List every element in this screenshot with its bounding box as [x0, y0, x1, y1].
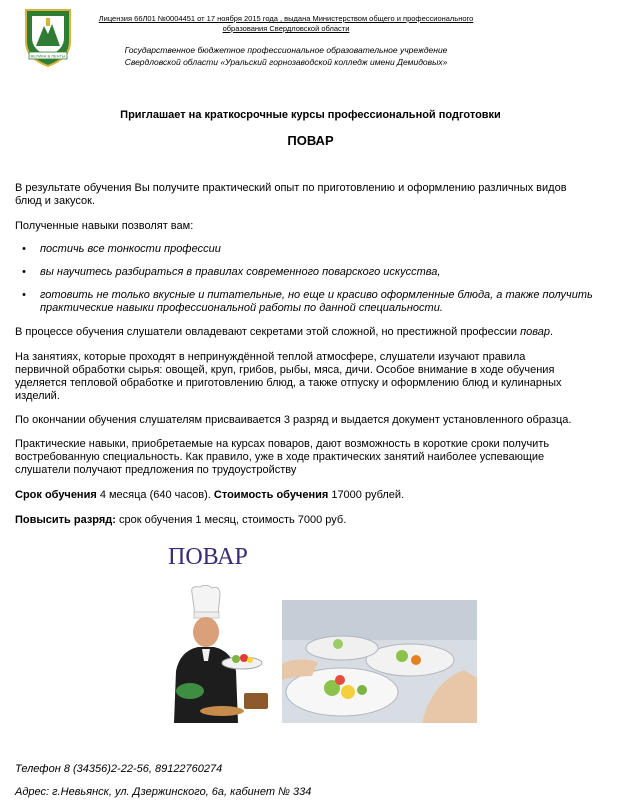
- college-logo: [22, 8, 74, 68]
- org-line-2: Свердловской области «Уральский горнозаводской колледж имени Демидовых»: [124, 57, 448, 67]
- bullet-text: вы научитесь разбираться в правилах современного поварского искусства,: [40, 266, 441, 278]
- intro-paragraph: [15, 182, 611, 208]
- secrets-text: В процессе обучения слушатели овладевают секретами этой сложной, но престижной профессии: [15, 326, 521, 338]
- duration-value: 4 месяца (640 часов).: [96, 489, 214, 501]
- secrets-paragraph: [15, 326, 611, 339]
- org-line-1: Государственное бюджетное профессиональное образовательное учреждение: [124, 45, 448, 55]
- bullet-item: [22, 289, 612, 315]
- practical-paragraph: [15, 438, 611, 477]
- poster-title: ПОВАР: [168, 544, 248, 570]
- bullet-text: готовить не только вкусные и питательные, но еще и красиво оформленные блюда, а также получить: [40, 289, 593, 301]
- bullet-text: постичь все тонкости профессии: [40, 243, 221, 255]
- bullet-text-continued: практические навыки профессиональной работы по данной специальности.: [40, 302, 443, 314]
- contact-phone: Телефон 8 (34356)2-22-56, 89122760274: [15, 763, 223, 775]
- course-title: ПОВАР: [287, 133, 334, 148]
- license-line-2: образования Свердловской области: [222, 24, 350, 33]
- cost-value: 17000 рублей.: [328, 489, 405, 501]
- upgrade-line: [15, 514, 611, 527]
- rank-paragraph: По окончании обучения слушателям присваивается 3 разряд и выдается документ установленного образца.: [15, 414, 572, 426]
- duration-cost-line: [15, 489, 611, 502]
- organization-name: [80, 44, 492, 68]
- intro-line-2: блюд и закусок.: [15, 195, 95, 207]
- cost-label: Стоимость обучения: [213, 489, 329, 501]
- logo-ribbon-text: ВЕЛИКА В ЛЕНТЫ: [30, 53, 66, 59]
- secrets-profession: повар: [520, 326, 550, 338]
- lessons-paragraph: [15, 351, 611, 403]
- license-info: [80, 14, 492, 34]
- bullet-item: [22, 243, 612, 256]
- license-line-1: Лицензия 66Л01 №0004451 от 17 ноября 2015 года , выдана Министерством общего и профессионального: [98, 14, 474, 23]
- practical-line: слушатели получают предложения по трудоустройству: [15, 464, 297, 476]
- invitation-heading: Приглашает на краткосрочные курсы профессиональной подготовки: [120, 109, 501, 121]
- lessons-line: первичной обработки сырья: овощей, круп, грибов, рыбы, мяса, дичи. Особое внимание в ходе обучения: [15, 364, 555, 376]
- bullet-marker: •: [22, 243, 26, 255]
- bullet-marker: •: [22, 266, 26, 278]
- intro-line-1: В результате обучения Вы получите практический опыт по приготовлению и оформлению различных видов: [15, 182, 567, 194]
- practical-line: востребованную специальность. Как правило, уже в ходе практических занятий наиболее успевающие: [15, 451, 545, 463]
- bullet-item: [22, 266, 612, 279]
- skills-intro: Полученные навыки позволят вам:: [15, 220, 194, 232]
- upgrade-label: Повысить разряд:: [15, 514, 116, 526]
- bullet-marker: •: [22, 289, 26, 301]
- chef-photo: [160, 585, 272, 723]
- lessons-line: уделяется тепловой обработке и приготовлению блюд, а также отпуску и оформлению блюд и кулинарных: [15, 377, 562, 389]
- lessons-line: изделий.: [15, 390, 60, 402]
- practical-line: Практические навыки, приобретаемые на курсах поваров, дают возможность в короткие сроки получить: [15, 438, 550, 450]
- duration-label: Срок обучения: [15, 489, 97, 501]
- upgrade-value: срок обучения 1 месяц, стоимость 7000 руб.: [115, 514, 347, 526]
- contact-address: Адрес: г.Невьянск, ул. Дзержинского, 6а, кабинет № 334: [15, 786, 312, 798]
- lessons-line: На занятиях, которые проходят в непринуждённой теплой атмосфере, слушатели изучают правила: [15, 351, 526, 363]
- plating-photo: [282, 600, 477, 723]
- secrets-end: .: [549, 326, 554, 338]
